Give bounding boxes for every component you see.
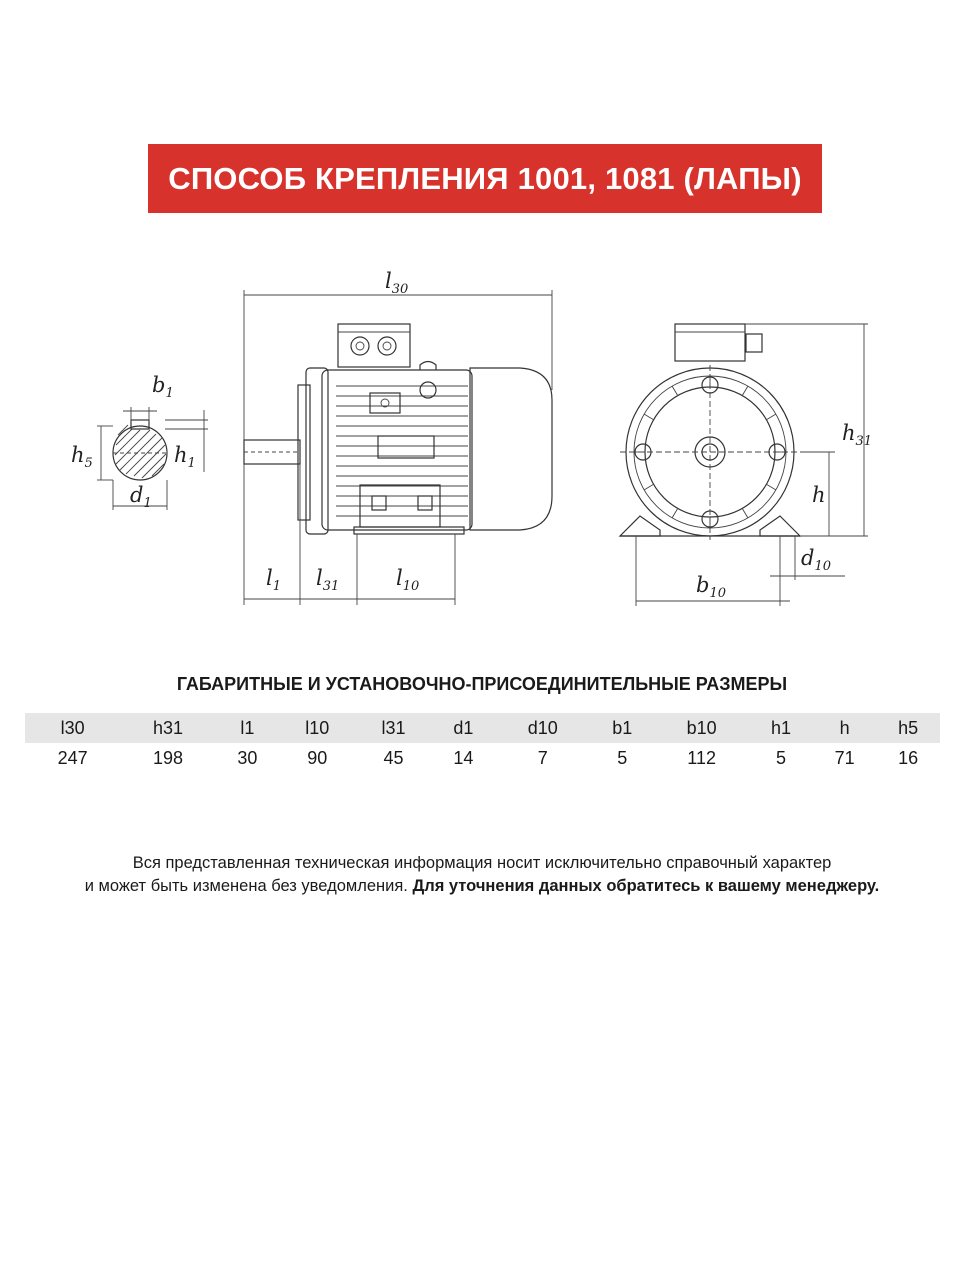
column-header: b1: [590, 713, 654, 743]
table-cell: 247: [57, 747, 88, 768]
note-line-1: Вся представленная техническая информация носит исключительно справочный характер: [132, 854, 832, 872]
disclaimer-note: [0, 852, 964, 898]
column-header: h5: [876, 713, 940, 743]
label-h1: $h_1$: [174, 443, 196, 471]
label-d1: $d_1$: [130, 483, 152, 511]
column-header: l30: [25, 713, 120, 743]
table-cell: 14: [453, 747, 474, 768]
label-l1: $l_1$: [266, 566, 281, 594]
table-row: [25, 743, 940, 773]
banner-title: СПОСОБ КРЕПЛЕНИЯ 1001, 1081 (ЛАПЫ): [168, 160, 802, 196]
motor-side-view: [244, 290, 552, 605]
column-header: h31: [120, 713, 215, 743]
motor-technical-drawing: [0, 240, 964, 620]
column-header: h1: [749, 713, 813, 743]
table-cell: 71: [834, 747, 855, 768]
table-cell: 90: [307, 747, 328, 768]
table-header-row: [25, 713, 940, 743]
section-banner: [148, 144, 822, 213]
label-l10: $l_{10}$: [396, 566, 420, 594]
column-header: d10: [495, 713, 590, 743]
table-cell: 16: [898, 747, 919, 768]
table-cell: 5: [617, 747, 628, 768]
label-b1: $b_1$: [152, 373, 174, 401]
table-cell: 30: [237, 747, 258, 768]
label-h31: $h_{31}$: [842, 421, 873, 449]
table-cell: 5: [776, 747, 787, 768]
label-l30: $l_{30}$: [385, 269, 409, 297]
label-d10: $d_{10}$: [801, 546, 831, 574]
label-l31: $l_{31}$: [316, 566, 340, 594]
column-header: b10: [654, 713, 749, 743]
table-cell: 198: [152, 747, 183, 768]
column-header: l10: [279, 713, 355, 743]
label-h: h: [812, 483, 826, 507]
table-cell: 7: [537, 747, 548, 768]
column-header: d1: [432, 713, 496, 743]
table-cell: 45: [383, 747, 404, 768]
note-line-2: [0, 875, 964, 898]
label-h5: $h_5$: [71, 443, 93, 471]
dimensions-table: [25, 713, 940, 773]
column-header: l31: [355, 713, 431, 743]
label-b10: $b_{10}$: [696, 573, 726, 601]
table-cell: 112: [687, 747, 716, 768]
drawing-canvas: [0, 240, 964, 620]
column-header: h: [813, 713, 877, 743]
note-line-2-bold: Для уточнения данных обратитесь к вашему менеджеру.: [412, 877, 880, 895]
table-title: ГАБАРИТНЫЕ И УСТАНОВОЧНО-ПРИСОЕДИНИТЕЛЬНЫЕ РАЗМЕРЫ: [176, 674, 788, 694]
column-header: l1: [216, 713, 280, 743]
note-line-2-text: и может быть изменена без уведомления.: [84, 877, 408, 895]
